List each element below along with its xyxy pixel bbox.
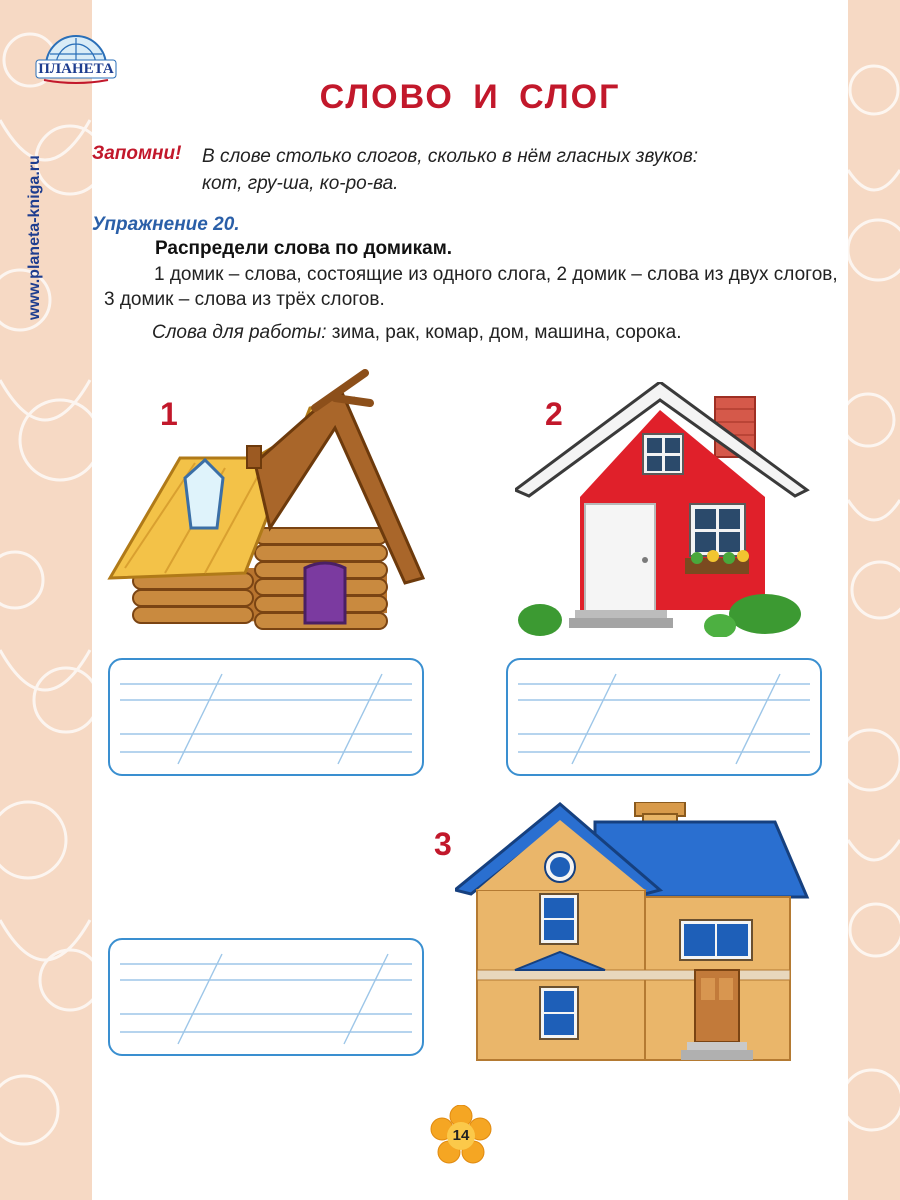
- red-house-icon: [515, 382, 810, 642]
- rule-text-block: [202, 143, 822, 197]
- rule-label: Запомни!: [92, 143, 182, 164]
- exercise-title: Упражнение 20.: [92, 214, 240, 235]
- two-storey-house-icon: [455, 802, 810, 1072]
- words-label: Слова для работы:: [152, 322, 327, 343]
- words-list: зима, рак, комар, дом, машина, сорока.: [331, 322, 682, 343]
- answer-box-2[interactable]: [506, 658, 822, 776]
- answer-box-3[interactable]: [108, 938, 424, 1056]
- page-title: СЛОВО И СЛОГ: [319, 78, 621, 116]
- decorative-border-right: [848, 0, 900, 1200]
- page-number-badge: [430, 1105, 492, 1167]
- exercise-description: 1 домик – слова, состоящие из одного слога, 2 домик – слова из двух слогов, 3 домик – слова из трёх слогов.: [104, 264, 838, 310]
- rule-examples: кот, гру-ша, ко-ро-ва.: [202, 173, 399, 194]
- page-number: 14: [452, 1127, 470, 1144]
- logo-text: ПЛАНЕТА: [38, 61, 114, 77]
- answer-box-1[interactable]: [108, 658, 424, 776]
- rule-text: В слове столько слогов, сколько в нём гласных звуков:: [202, 146, 699, 167]
- log-cabin-icon: [105, 368, 430, 648]
- publisher-url: www.planeta-kniga.ru: [26, 155, 43, 320]
- exercise-words: [152, 322, 682, 344]
- house-number-2: 2: [545, 396, 563, 432]
- decorative-border-left: [0, 0, 92, 1200]
- exercise-instruction: Распредели слова по домикам.: [155, 238, 453, 259]
- house-number-1: 1: [160, 396, 178, 432]
- house-number-3: 3: [434, 826, 452, 862]
